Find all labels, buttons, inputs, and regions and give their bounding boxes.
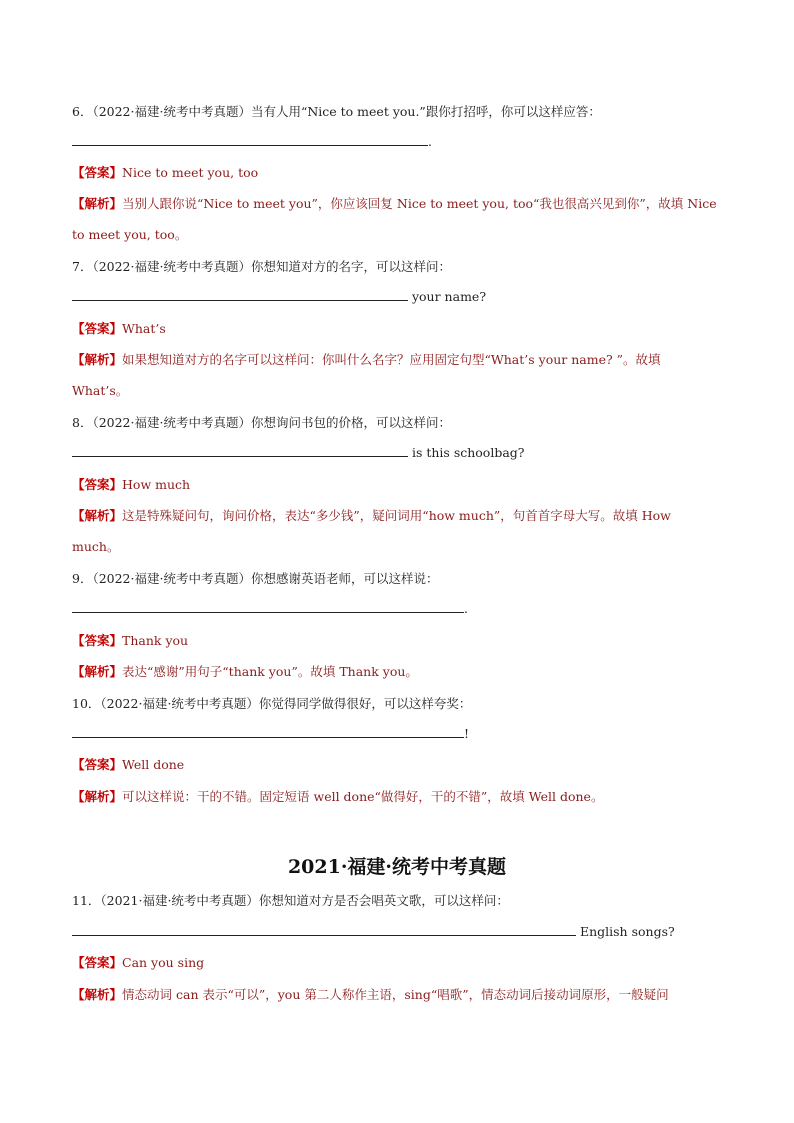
question-6-suffix: . <box>428 134 432 149</box>
question-6-answer <box>72 164 258 182</box>
question-8-analysis-cont: much。 <box>72 539 120 554</box>
answer-text: What’s <box>122 321 166 336</box>
question-8-prompt: 8．（2022·福建·统考中考真题）你想询问书包的价格，可以这样问： <box>72 415 451 430</box>
answer-blank <box>72 444 408 457</box>
analysis-text: 当别人跟你说“Nice to meet you”，你应该回复 Nice to meet you, too“我也很高兴见到你”，故填 Nice <box>122 196 717 211</box>
question-6-blank-row <box>72 133 432 151</box>
analysis-text: 这是特殊疑问句，询问价格，表达“多少钱”，疑问词用“how much”，句首首字母大写。故填 How <box>122 508 671 523</box>
answer-blank <box>72 133 428 146</box>
answer-tag: 【答案】 <box>72 757 123 772</box>
section-heading: 2021·福建·统考中考真题 <box>287 856 507 878</box>
question-7-answer <box>72 320 166 338</box>
question-9-analysis <box>72 663 418 681</box>
analysis-text: 可以这样说：干的不错。固定短语 well done“做得好，干的不错”，故填 Well done。 <box>122 789 604 804</box>
answer-tag: 【答案】 <box>72 955 123 970</box>
analysis-tag: 【解析】 <box>72 664 123 679</box>
question-11-prompt: 11．（2021·福建·统考中考真题）你想知道对方是否会唱英文歌，可以这样问： <box>72 893 509 908</box>
question-8-analysis <box>72 507 671 525</box>
question-11-analysis <box>72 986 669 1004</box>
question-6-prompt: 6．（2022·福建·统考中考真题）当有人用“Nice to meet you.”跟你打招呼，你可以这样应答： <box>72 104 601 119</box>
question-10-analysis <box>72 788 603 806</box>
answer-blank <box>72 725 464 738</box>
analysis-text: 表达“感谢”用句子“thank you”。故填 Thank you。 <box>122 664 418 679</box>
question-11-answer <box>72 954 204 972</box>
analysis-text: 情态动词 can 表示“可以”，you 第二人称作主语，sing“唱歌”，情态动词后接动词原形，一般疑问 <box>122 987 669 1002</box>
question-10-blank-row <box>72 725 469 743</box>
question-8-blank-row <box>72 444 525 462</box>
answer-text: Well done <box>122 757 185 772</box>
question-9-blank-row <box>72 600 468 618</box>
question-11-blank-row <box>72 923 675 941</box>
question-7-blank-row <box>72 288 486 306</box>
question-7-analysis-cont: What’s。 <box>72 383 129 398</box>
answer-tag: 【答案】 <box>72 633 123 648</box>
question-6-analysis-cont: to meet you, too。 <box>72 227 188 242</box>
question-9-prompt: 9．（2022·福建·统考中考真题）你想感谢英语老师，可以这样说： <box>72 571 439 586</box>
answer-text: Can you sing <box>122 955 205 970</box>
question-6-analysis <box>72 195 717 213</box>
answer-text: Thank you <box>122 633 189 648</box>
question-7-analysis <box>72 351 661 369</box>
question-11-suffix: English songs? <box>576 924 675 939</box>
answer-text: How much <box>122 477 191 492</box>
analysis-tag: 【解析】 <box>72 789 123 804</box>
question-10-prompt: 10．（2022·福建·统考中考真题）你觉得同学做得很好，可以这样夸奖： <box>72 696 472 711</box>
question-7-prompt: 7．（2022·福建·统考中考真题）你想知道对方的名字，可以这样问： <box>72 259 451 274</box>
question-9-answer <box>72 632 188 650</box>
answer-text: Nice to meet you, too <box>122 165 259 180</box>
analysis-tag: 【解析】 <box>72 196 123 211</box>
analysis-tag: 【解析】 <box>72 987 123 1002</box>
analysis-tag: 【解析】 <box>72 508 123 523</box>
question-8-suffix: is this schoolbag? <box>408 445 525 460</box>
question-7-suffix: your name? <box>408 289 487 304</box>
analysis-tag: 【解析】 <box>72 352 123 367</box>
answer-blank <box>72 923 576 936</box>
analysis-text: 如果想知道对方的名字可以这样问：你叫什么名字？应用固定句型“What’s your name? ”。故填 <box>122 352 661 367</box>
answer-blank <box>72 288 408 301</box>
answer-blank <box>72 600 464 613</box>
answer-tag: 【答案】 <box>72 477 123 492</box>
question-9-suffix: . <box>464 601 468 616</box>
question-10-answer <box>72 756 184 774</box>
answer-tag: 【答案】 <box>72 321 123 336</box>
answer-tag: 【答案】 <box>72 165 123 180</box>
question-10-suffix: ! <box>464 726 470 741</box>
question-8-answer <box>72 476 190 494</box>
